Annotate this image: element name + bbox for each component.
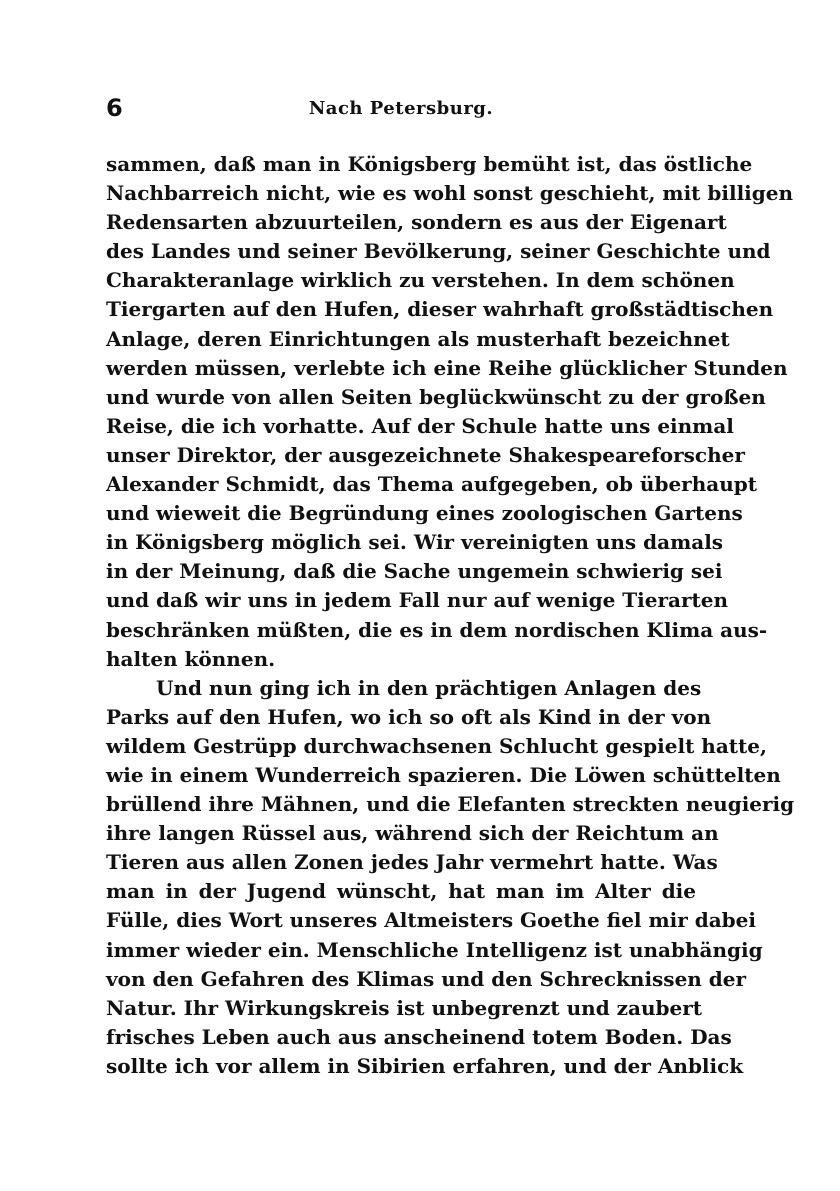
text-line: werden müssen, verlebte ich eine Reihe glücklicher Stunden [106,355,788,380]
text-line: sollte ich vor allem in Sibirien erfahren, und der Anblick [106,1053,744,1078]
text-line: Redensarten abzuurteilen, sondern es aus der Eigenart [106,210,727,235]
text-line: in Königsberg möglich sei. Wir vereinigten uns damals [106,530,724,555]
text-line: wildem Gestrüpp durchwachsenen Schlucht gespielt hatte, [106,733,767,758]
text-line: sammen, daß man in Königsberg bemüht ist, das östliche [106,152,753,176]
text-line: Parks auf den Hufen, wo ich so oft als Kind in der von [106,704,712,729]
text-line: beschränken müßten, die es in dem nordischen Klima aus- [106,617,768,642]
text-line: in der Meinung, daß die Sache ungemein schwierig sei [106,559,723,584]
running-head: Nach Petersburg. [308,98,494,119]
text-line: Reise, die ich vorhatte. Auf der Schule hatte uns einmal [106,413,734,438]
text-line: ihre langen Rüssel aus, während sich der Reichtum an [106,821,719,846]
text-line: Alexander Schmidt, das Thema aufgegeben, ob überhaupt [106,472,757,497]
text-line: wie in einem Wunderreich spazieren. Die Löwen schüttelten [106,762,781,787]
text-line: frisches Leben auch aus anscheinend totem Boden. Das [106,1024,732,1049]
text-line: unser Direktor, der ausgezeichnete Shakespeareforscher [106,442,745,467]
page-header [106,92,696,126]
text-line-paragraph-end: halten können. [106,646,276,671]
text-line: des Landes und seiner Bevölkerung, seiner Geschichte und [106,239,771,264]
text-line: und wurde von allen Seiten beglückwünscht zu der großen [106,384,766,409]
text-line: immer wieder ein. Menschliche Intelligenz ist unabhängig [106,937,763,962]
text-line: Charakteranlage wirklich zu verstehen. In dem schönen [106,268,735,293]
text-line: Fülle, dies Wort unseres Altmeisters Goethe fiel mir dabei [106,908,756,933]
text-line: und wieweit die Begründung eines zoologischen Gartens [106,501,743,526]
text-line: Tieren aus allen Zonen jedes Jahr vermehrt hatte. Was [106,850,718,875]
text-line-paragraph-start: Und nun ging ich in den prächtigen Anlagen des [156,675,702,700]
text-line: brüllend ihre Mähnen, und die Elefanten streckten neugierig [106,792,795,817]
text-line: von den Gefahren des Klimas und den Schrecknissen der [106,966,747,991]
body-text [106,150,795,1081]
text-line: man in der Jugend wünscht, hat man im Alter die [106,879,696,904]
text-line: Tiergarten auf den Hufen, dieser wahrhaft großstädtischen [106,297,774,322]
text-line: Nachbarreich nicht, wie es wohl sonst geschieht, mit billigen [106,181,794,206]
text-line: Anlage, deren Einrichtungen als musterhaft bezeichnet [106,326,730,351]
text-line: und daß wir uns in jedem Fall nur auf wenige Tierarten [106,588,729,613]
text-line: Natur. Ihr Wirkungskreis ist unbegrenzt und zaubert [106,995,702,1020]
page-number: 6 [106,94,123,122]
